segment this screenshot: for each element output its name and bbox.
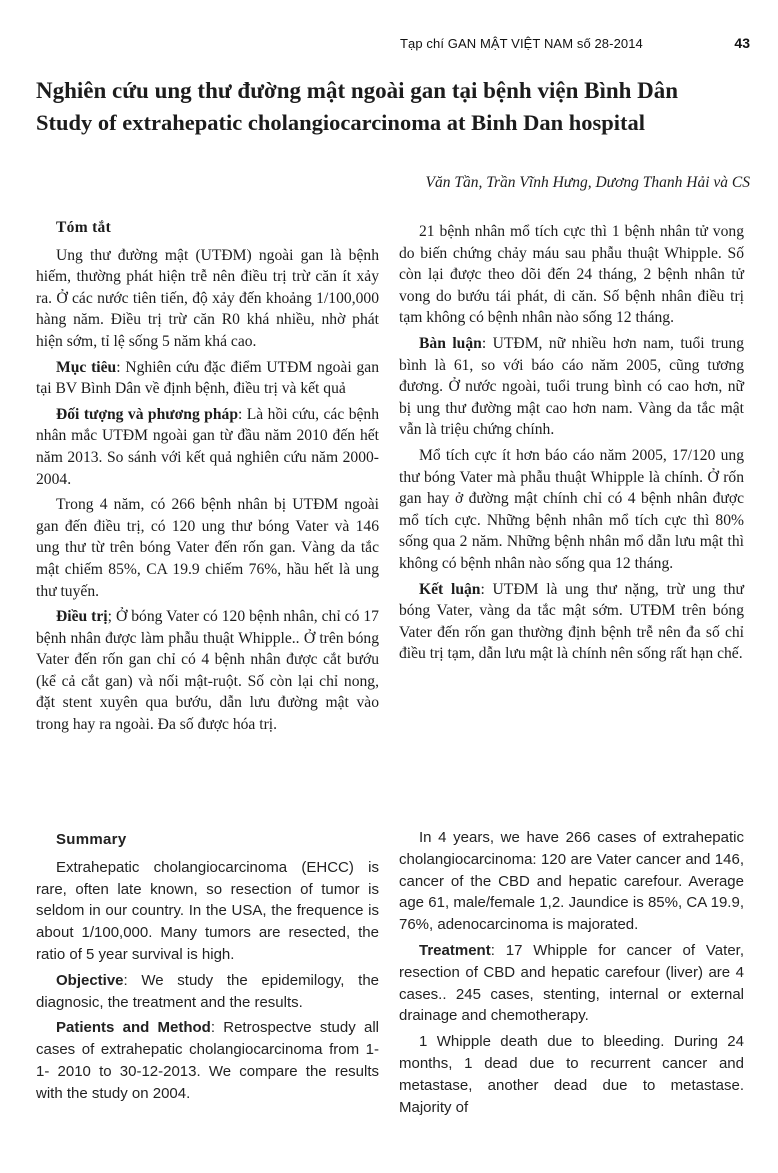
discussion-continued-vi: Mổ tích cực ít hơn báo cáo năm 2005, 17/120 ung thư bóng Vater mà phẫu thuật Whipple là chính. Ở rốn gan hay ở đường mật chính chỉ có 4 bệnh nhân được mổ tích cực. Những bệnh nhân mổ tích cực thì 80% sống qua 2 năm. Những bệnh nhân mổ dẫn lưu mật thì không có bệnh nhân nào sống qua 12 tháng. [399,446,744,572]
outcome-paragraph-en: 1 Whipple death due to bleeding. During 24 months, 1 dead due to recurrent cancer and metastase, another dead due to metastase. Majority of [399,1033,744,1116]
outcome-paragraph-vi: 21 bệnh nhân mổ tích cực thì 1 bệnh nhân tử vong do biến chứng chảy máu sau phẫu thuật Whipple. Số còn lại được theo dõi đến 24 tháng, 2 bệnh nhân tử vong do bướu tái phát, di căn. Số bệnh nhân điều trị tạm không có bệnh nhân nào sống 12 tháng. [399,223,744,327]
treatment-label-en: Treatment [419,941,491,959]
authors-line: Văn Tần, Trần Vĩnh Hưng, Dương Thanh Hải và CS [425,174,750,191]
article-title-english: Study of extrahepatic cholangiocarcinoma at Binh Dan hospital [36,110,646,135]
treatment-paragraph-en [399,940,744,1027]
summary-heading-en: Summary [56,831,127,848]
conclusion-paragraph-vi [399,579,744,665]
method-text-vi: : Là hồi cứu, các bệnh nhân mắc UTĐM ngoài gan từ đầu năm 2010 đến hết năm 2013. So sánh với kết quả nghiên cứu năm 2000-2004. [36,405,380,488]
abstract-heading-vi: Tóm tắt [56,219,112,236]
objective-text-en: : We study the epidemilogy, the diagnosic, the treatment and the results. [36,971,379,1011]
objective-label-en: Objective [56,971,124,989]
objective-text-vi: : Nghiên cứu đặc điểm UTĐM ngoài gan tại BV Bình Dân về định bệnh, điều trị và kết quả [36,358,379,398]
objective-label-vi: Mục tiêu [56,358,117,376]
treatment-paragraph-vi [36,606,379,736]
discussion-label-vi: Bàn luận [419,334,482,352]
english-summary-left-column [36,829,379,1109]
method-label-en: Patients and Method [56,1019,211,1037]
page-number: 43 [734,35,750,51]
discussion-paragraph-vi [399,333,744,441]
treatment-text-en: : 17 Whipple for cancer of Vater, resection of CBD and hepatic carefour (liver) are 4 cases.. 245 cases, stenting, internal or external drainage and chemotherapy. [399,941,744,1025]
article-title-vietnamese: Nghiên cứu ung thư đường mật ngoài gan tại bệnh viện Bình Dân [36,78,679,103]
english-summary-right-column [399,827,744,1122]
objective-paragraph-en [36,970,379,1014]
summary-intro-en: Extrahepatic cholangiocarcinoma (EHCC) is rare, often late known, so resection of tumor is seldom in our country. In the USA, the frequence is about 1/100,000. Many tumors are resected, the ratio of 5 year survival is high. [36,858,379,963]
results-paragraph-en: In 4 years, we have 266 cases of extrahepatic cholangiocarcinoma: 120 are Vater cancer and 146, cancer of the CBD and hepatic carefour. Average age 61, male/female 1,2. Jaundice is 85%, CA 19.9, 76%, adenocarcinoma is majorated. [399,829,744,934]
vietnamese-abstract-left-column [36,217,379,740]
running-head [400,36,750,56]
treatment-text-vi: ; Ở bóng Vater có 120 bệnh nhân, chỉ có 17 bệnh nhân được làm phẫu thuật Whipple.. Ở trên bóng Vater đến rốn gan chỉ có 4 bệnh nhân được cắt bướu (kể cả cắt gan) và nối mật-ruột. Số còn lại chỉ nong, đặt stent xuyên qua bướu, dẫn lưu đường mật vào trong hay ra ngoài. Đa số được hóa trị. [36,608,379,734]
results-paragraph-vi: Trong 4 năm, có 266 bệnh nhân bị UTĐM ngoài gan đến điều trị, có 120 ung thư bóng Vater và 146 ung thư từ trên bóng Vater đến rốn gan. Vàng da tắc mật chiếm 85%, CA 19.9 chiếm 76%, hầu hết là ung thư tuyến. [36,496,379,600]
journal-name: Tạp chí GAN MẬT VIỆT NAM số 28-2014 [400,36,643,51]
abstract-intro-vi: Ung thư đường mật (UTĐM) ngoài gan là bệnh hiếm, thường phát hiện trễ nên điều trị trừ căn ít xảy ra. Ở các nước tiên tiến, độ xảy đến khoảng 1/100,000 hàng năm. Điều trị trừ căn R0 khá nhiều, nhờ phát hiện sớm, tỉ lệ sống 5 năm khá cao. [36,246,379,350]
conclusion-text-vi: : UTĐM là ung thư nặng, trừ ung thư bóng Vater, vàng da tắc mật sớm. UTĐM trên bóng Vater đến rốn gan thường định bệnh trễ nên đa số chỉ điều trị tạm, dẫn lưu mật là chính nên sống rất hạn chế. [399,580,744,663]
discussion-text-vi: : UTĐM, nữ nhiều hơn nam, tuổi trung bình là 61, so với báo cáo năm 2005, cũng tương đương. Ở nước ngoài, tuổi trung bình có cao hơn, nữ bị ung thư đường mật cao hơn nam. Vàng da tắc mật vẫn là triệu chứng chính. [399,334,744,439]
objective-paragraph-vi [36,357,379,400]
treatment-label-vi: Điều trị [56,608,108,626]
method-text-en: : Retrospectve study all cases of extrahepatic cholangiocarcinoma from 1-1- 2010 to 30-12-2013. We compare the results with the study on 2004. [36,1019,379,1102]
conclusion-label-vi: Kết luận [419,580,481,598]
method-paragraph-vi [36,404,379,490]
vietnamese-abstract-right-column [399,221,744,669]
method-label-vi: Đối tượng và phương pháp [56,405,238,423]
method-paragraph-en [36,1017,379,1104]
